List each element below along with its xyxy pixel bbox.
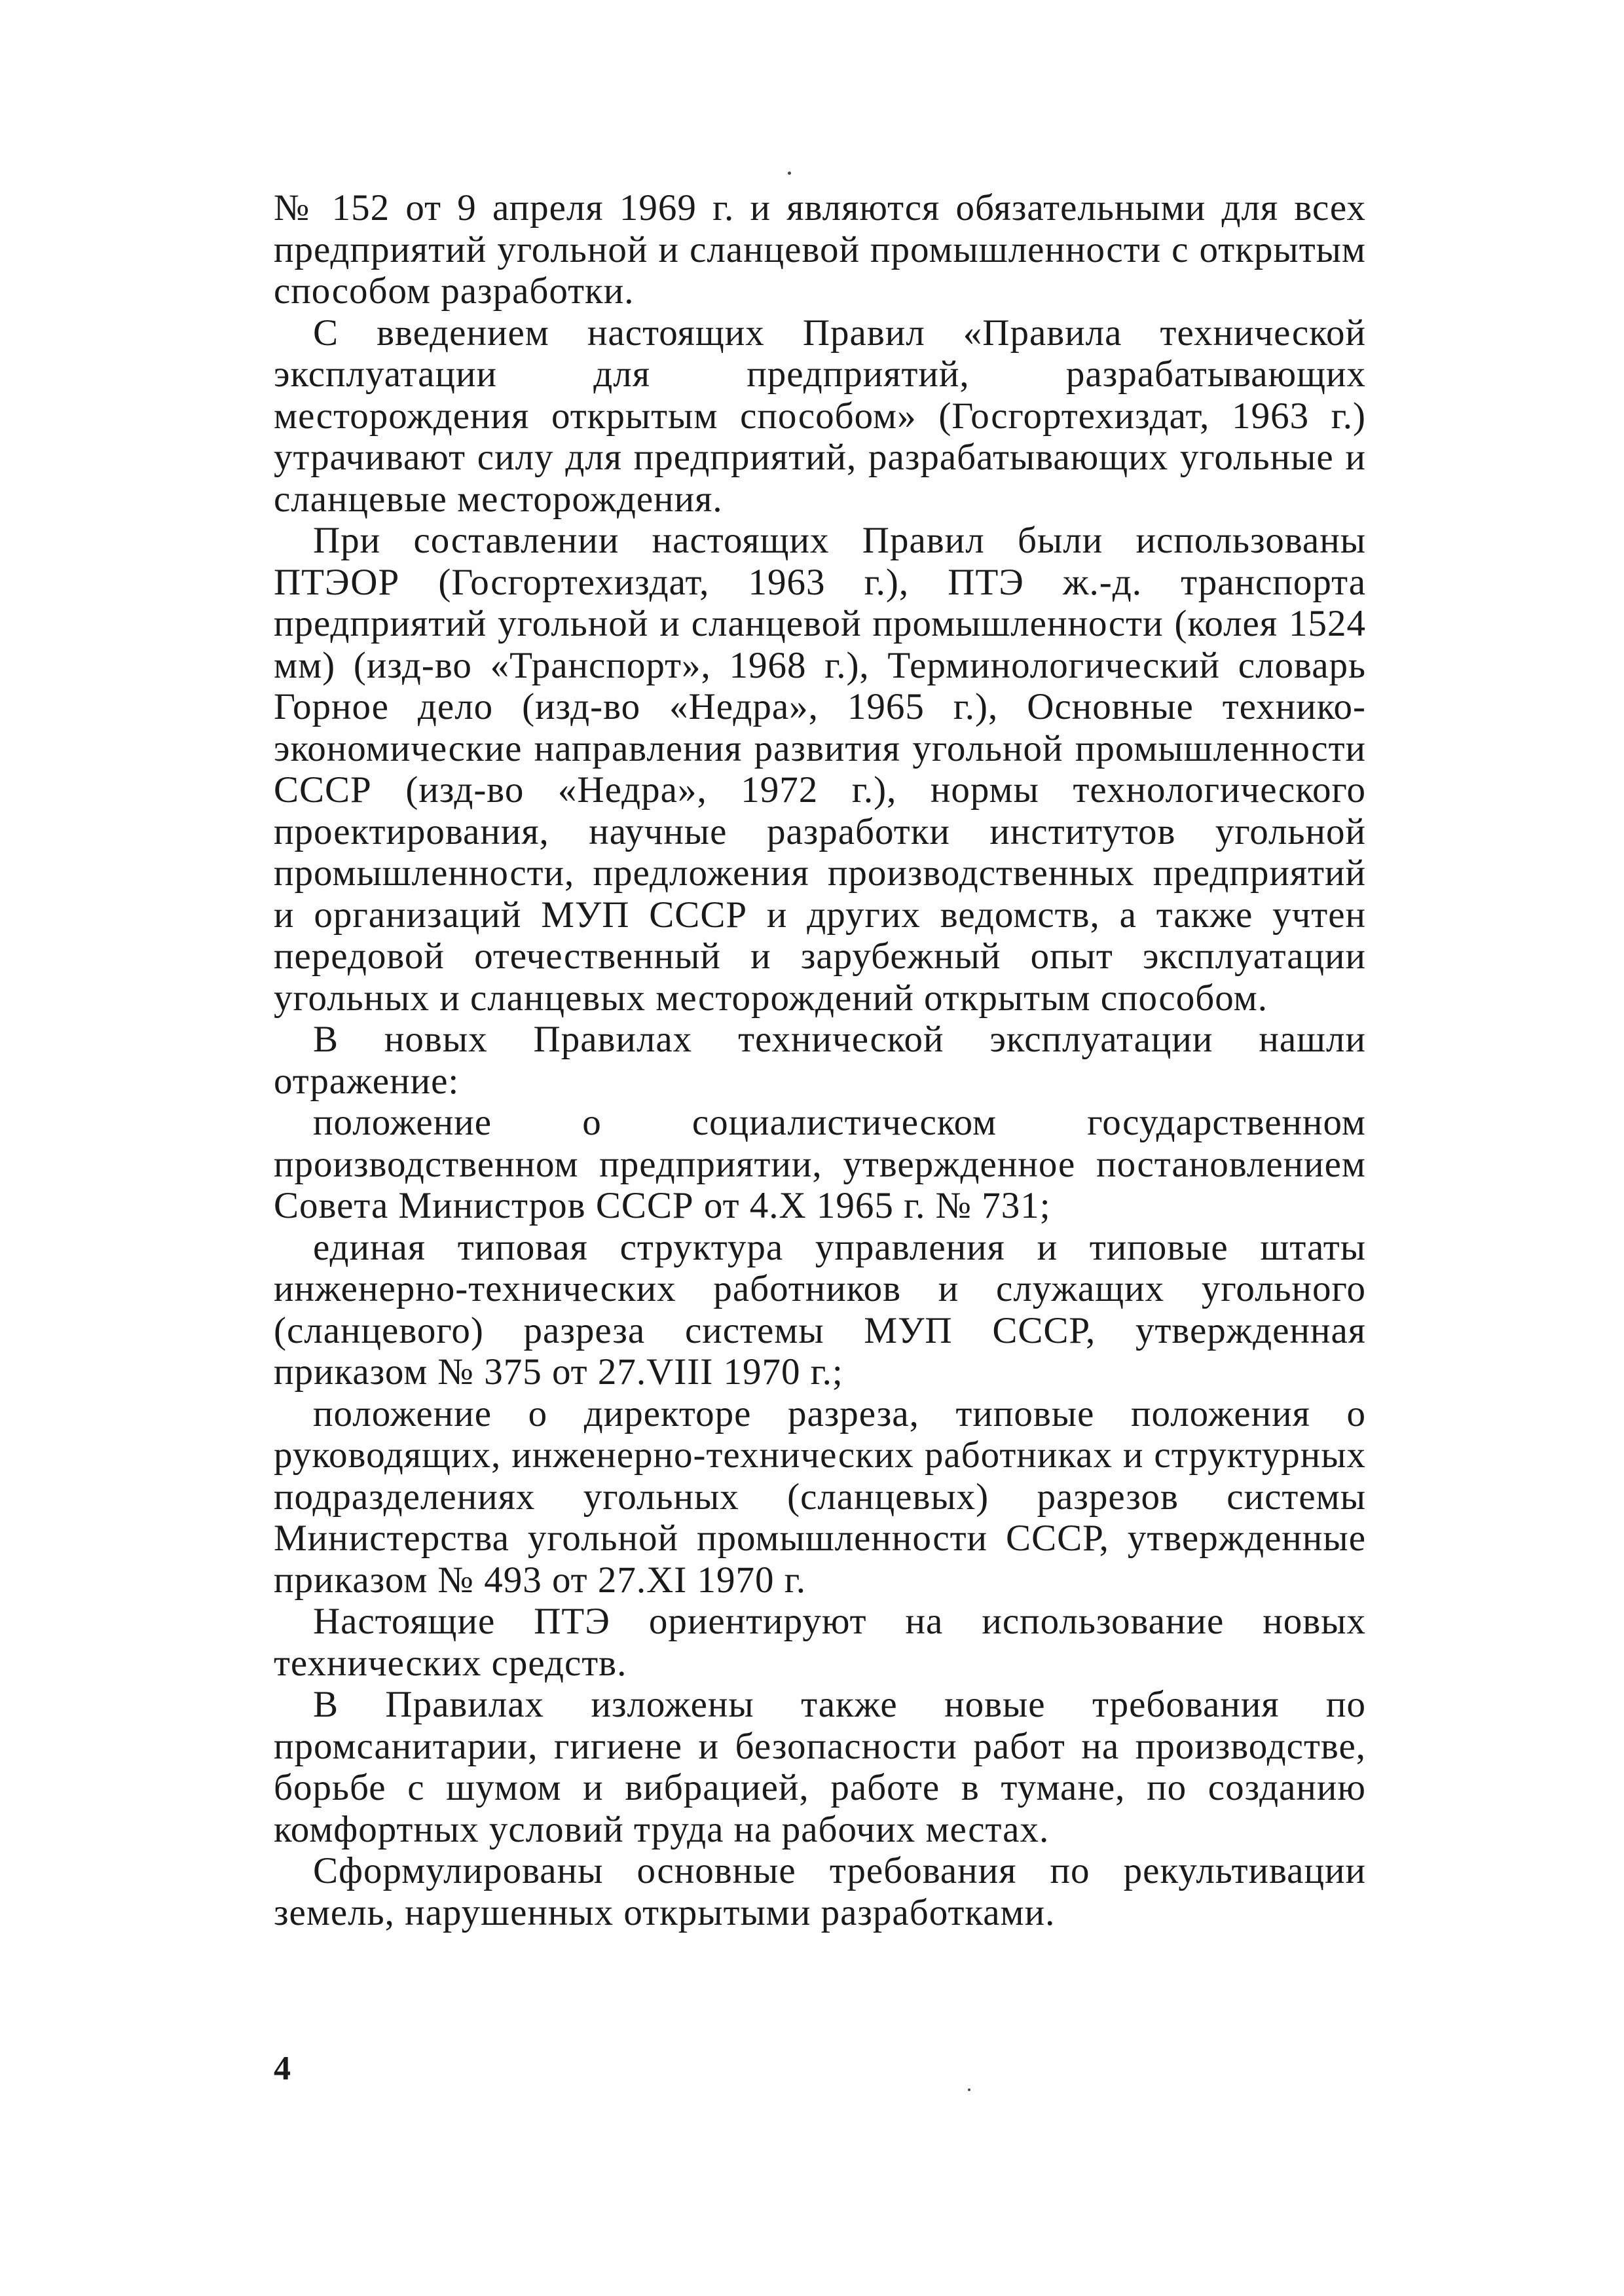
body-text [274,187,1366,1933]
paragraph-rules-introduction: С введением настоящих Правил «Правила технической эксплуатации для предприятий, разрабатывающих месторождения открытым способом» (Госгортехиздат, 1963 г.) утрачивают силу для предприятий, разрабатывающих угольные и сланцевые месторождения. [274,312,1366,520]
list-item-enterprise-regulation: положение о социалистическом государственном производственном предприятии, утвержденное постановлением Совета Министров СССР от 4.X 1965 г. № 731; [274,1102,1366,1226]
paragraph-new-technical-means: Настоящие ПТЭ ориентируют на использование новых технических средств. [274,1601,1366,1684]
paragraph-land-recultivation: Сформулированы основные требования по рекультивации земель, нарушенных открытыми разработками. [274,1850,1366,1933]
page-number: 4 [274,2050,291,2087]
paragraph-new-rules-reflect: В новых Правилах технической эксплуатации нашли отражение: [274,1019,1366,1102]
list-item-director-regulation: положение о директоре разреза, типовые положения о руководящих, инженерно-технических работниках и структурных подразделениях угольных (сланцевых) разрезов системы Министерства угольной промышленности СССР, утвержденные приказом № 493 от 27.XI 1970 г. [274,1393,1366,1601]
list-item-management-structure: единая типовая структура управления и типовые штаты инженерно-технических работников и служащих угольного (сланцевого) разреза системы МУП СССР, утвержденная приказом № 375 от 27.VIII 1970 г.; [274,1226,1366,1393]
print-speck [968,2088,970,2091]
paragraph-safety-requirements: В Правилах изложены также новые требования по промсанитарии, гигиене и безопасности работ на производстве, борьбе с шумом и вибрацией, работе в тумане, по созданию комфортных условий труда на рабочих местах. [274,1684,1366,1850]
paragraph-sources-used: При составлении настоящих Правил были использованы ПТЭОР (Госгортехиздат, 1963 г.), ПТЭ ж.-д. транспорта предприятий угольной и сланцевой промышленности (колея 1524 мм) (изд-во «Транспорт», 1968 г.), Терминологический словарь Горное дело (изд-во «Недра», 1965 г.), Основные технико-экономические направления развития угольной промышленности СССР (изд-во «Недра», 1972 г.), нормы технологического проектирования, научные разработки институтов угольной промышленности, предложения производственных предприятий и организаций МУП СССР и других ведомств, а также учтен передовой отечественный и зарубежный опыт эксплуатации угольных и сланцевых месторождений открытым способом. [274,520,1366,1019]
print-speck [788,172,791,175]
paragraph-continuation: № 152 от 9 апреля 1969 г. и являются обязательными для всех предприятий угольной и сланцевой промышленности с открытым способом разработки. [274,187,1366,312]
